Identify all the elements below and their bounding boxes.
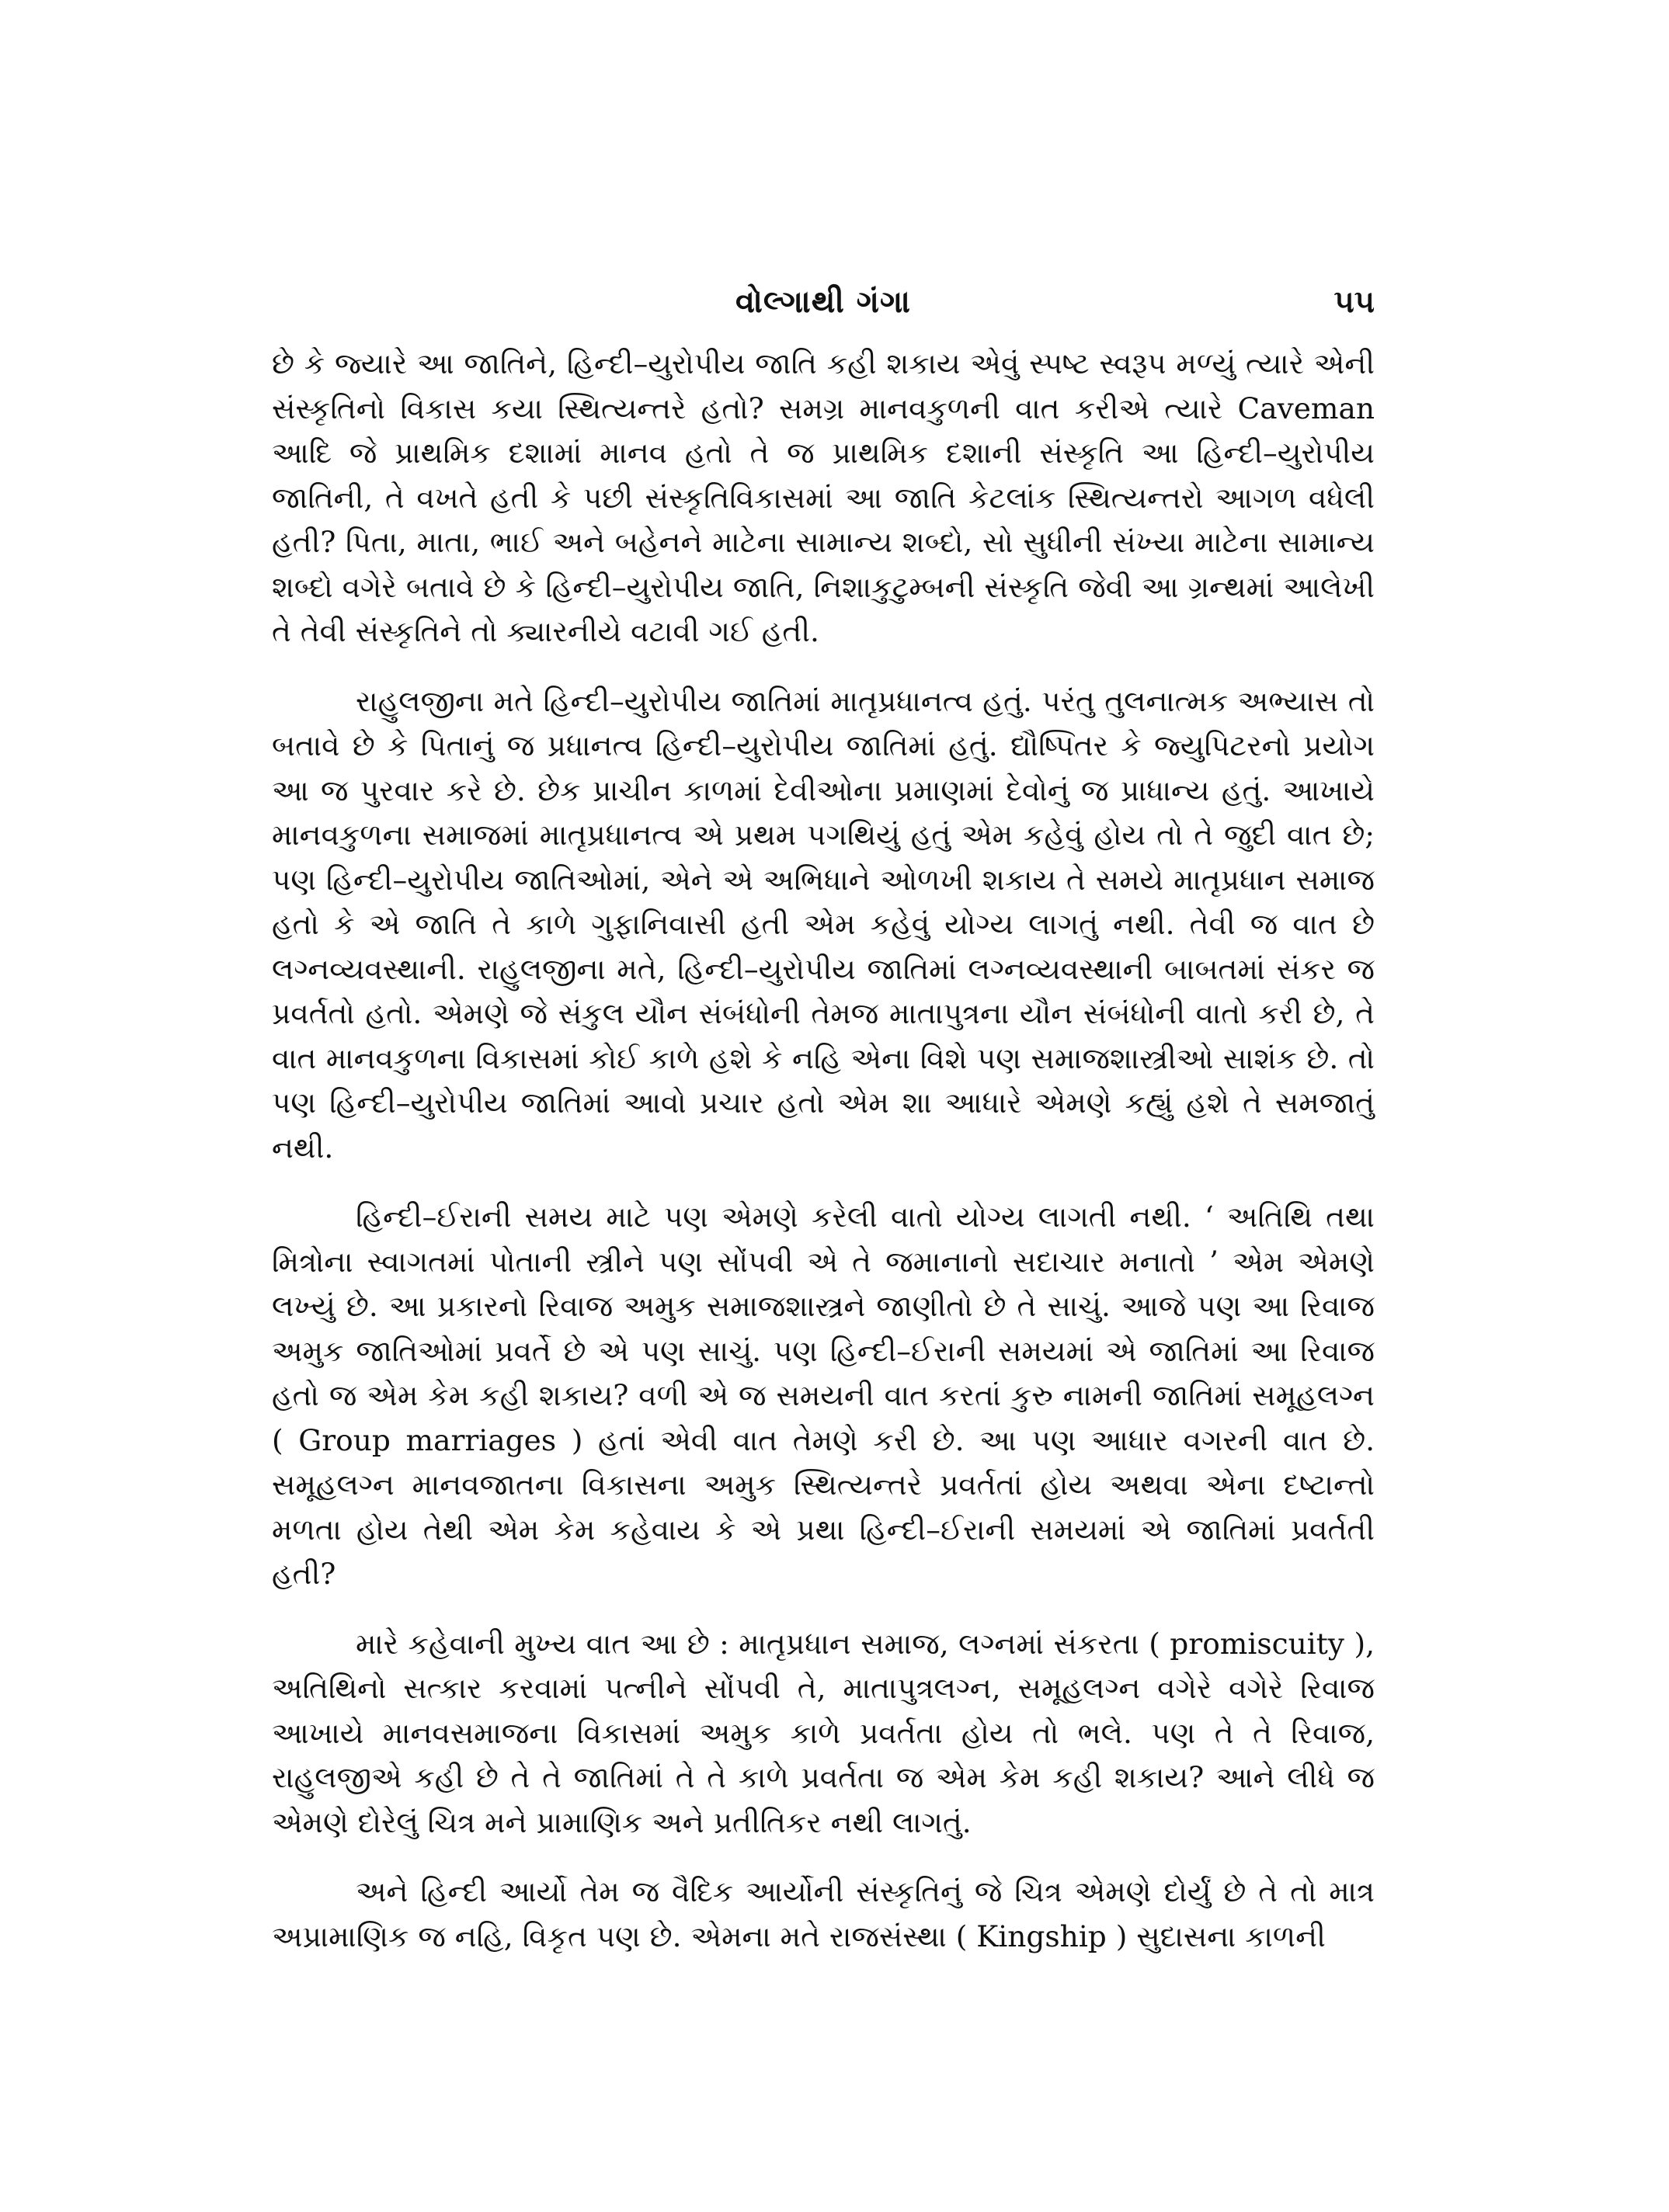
page-number: ૫૫ [1333, 283, 1375, 320]
running-title: વોલ્ગાથી ગંગા [735, 283, 911, 320]
paragraph: અને હિન્દી આર્યો તેમ જ વૈદિક આર્યોની સંસ્કૃતિનું જે ચિત્ર એમણે દોર્યું છે તે તો માત્ર અપ્રામાણિક જ નહિ, વિકૃત પણ છે. એમના મતે રાજસંસ્થા ( Kingship ) સુદાસના કાળની [272, 1874, 1375, 1953]
paragraph-continued: છે કે જ્યારે આ જાતિને, હિન્દી–યુરોપીય જાતિ કહી શકાય એવું સ્પષ્ટ સ્વરૂપ મળ્યું ત્યારે એની સંસ્કૃતિનો વિકાસ કયા સ્થિત્યન્તરે હતો? સમગ્ર માનવકુળની વાત કરીએ ત્યારે Caveman આદિ જે પ્રાથમિક દશામાં માનવ હતો તે જ પ્રાથમિક દશાની સંસ્કૃતિ આ હિન્દી–યુરોપીય જાતિની, તે વખતે હતી કે પછી સંસ્કૃતિવિકાસમાં આ જાતિ કેટલાંક સ્થિત્યન્તરો આગળ વધેલી હતી? પિતા, માતા, ભાઈ અને બહેનને માટેના સામાન્ય શબ્દો, સો સુધીની સંખ્યા માટેના સામાન્ય શબ્દો વગેરે બતાવે છે કે હિન્દી–યુરોપીય જાતિ, નિશાકુટુમ્બની સંસ્કૃતિ જેવી આ ગ્રન્થમાં આલેખી તે તેવી સંસ્કૃતિને તો ક્યારનીયે વટાવી ગઈ હતી. [272, 346, 1375, 648]
page-header [272, 283, 1375, 330]
paragraph: રાહુલજીના મતે હિન્દી–યુરોપીય જાતિમાં માતૃપ્રધાનત્વ હતું. પરંતુ તુલનાત્મક અભ્યાસ તો બતાવે છે કે પિતાનું જ પ્રધાનત્વ હિન્દી–યુરોપીય જાતિમાં હતું. દ્યૌષ્પિતર કે જ્યુપિટરનો પ્રયોગ આ જ પુરવાર કરે છે. છેક પ્રાચીન કાળમાં દેવીઓના પ્રમાણમાં દેવોનું જ પ્રાધાન્ય હતું. આખાયે માનવકુળના સમાજમાં માતૃપ્રધાનત્વ એ પ્રથમ પગથિયું હતું એમ કહેવું હોય તો તે જુદી વાત છે; પણ હિન્દી–યુરોપીય જાતિઓમાં, એને એ અભિધાને ઓળખી શકાય તે સમયે માતૃપ્રધાન સમાજ હતો કે એ જાતિ તે કાળે ગુફાનિવાસી હતી એમ કહેવું યોગ્ય લાગતું નથી. તેવી જ વાત છે લગ્નવ્યવસ્થાની. રાહુલજીના મતે, હિન્દી–યુરોપીય જાતિમાં લગ્નવ્યવસ્થાની બાબતમાં સંકર જ પ્રવર્તતો હતો. એમણે જે સંકુલ યૌન સંબંધોની તેમજ માતાપુત્રના યૌન સંબંધોની વાતો કરી છે, તે વાત માનવકુળના વિકાસમાં કોઈ કાળે હશે કે નહિ એના વિશે પણ સમાજશાસ્ત્રીઓ સાશંક છે. તો પણ હિન્દી–યુરોપીય જાતિમાં આવો પ્રચાર હતો એમ શા આધારે એમણે કહ્યું હશે તે સમજાતું નથી. [272, 683, 1375, 1165]
paragraph: હિન્દી–ઈરાની સમય માટે પણ એમણે કરેલી વાતો યોગ્ય લાગતી નથી. ‘ અતિથિ તથા મિત્રોના સ્વાગતમાં પોતાની સ્ત્રીને પણ સોંપવી એ તે જમાનાનો સદાચાર મનાતો ’ એમ એમણે લખ્યું છે. આ પ્રકારનો રિવાજ અમુક સમાજશાસ્ત્રને જાણીતો છે તે સાચું. આજે પણ આ રિવાજ અમુક જાતિઓમાં પ્રવર્તે છે એ પણ સાચું. પણ હિન્દી–ઈરાની સમયમાં એ જાતિમાં આ રિવાજ હતો જ એમ કેમ કહી શકાય? વળી એ જ સમયની વાત કરતાં કુરુ નામની જાતિમાં સમૂહલગ્ન ( Group marriages ) હતાં એવી વાત તેમણે કરી છે. આ પણ આધાર વગરની વાત છે. સમૂહલગ્ન માનવજાતના વિકાસના અમુક સ્થિત્યન્તરે પ્રવર્તતાં હોય અથવા એના દષ્ટાન્તો મળતા હોય તેથી એમ કેમ કહેવાય કે એ પ્રથા હિન્દી–ઈરાની સમયમાં એ જાતિમાં પ્રવર્તતી હતી? [272, 1200, 1375, 1591]
body-text [272, 342, 1375, 1959]
paragraph: મારે કહેવાની મુખ્ય વાત આ છે : માતૃપ્રધાન સમાજ, લગ્નમાં સંકરતા ( promiscuity ), અતિથિનો સત્કાર કરવામાં પત્નીને સોંપવી તે, માતાપુત્રલગ્ન, સમૂહલગ્ન વગેરે વગેરે રિવાજ આખાયે માનવસમાજના વિકાસમાં અમુક કાળે પ્રવર્તતા હોય તો ભલે. પણ તે તે રિવાજ, રાહુલજીએ કહી છે તે તે જાતિમાં તે તે કાળે પ્રવર્તતા જ એમ કેમ કહી શકાય? આને લીધે જ એમણે દોરેલું ચિત્ર મને પ્રામાણિક અને પ્રતીતિકર નથી લાગતું. [272, 1626, 1375, 1839]
